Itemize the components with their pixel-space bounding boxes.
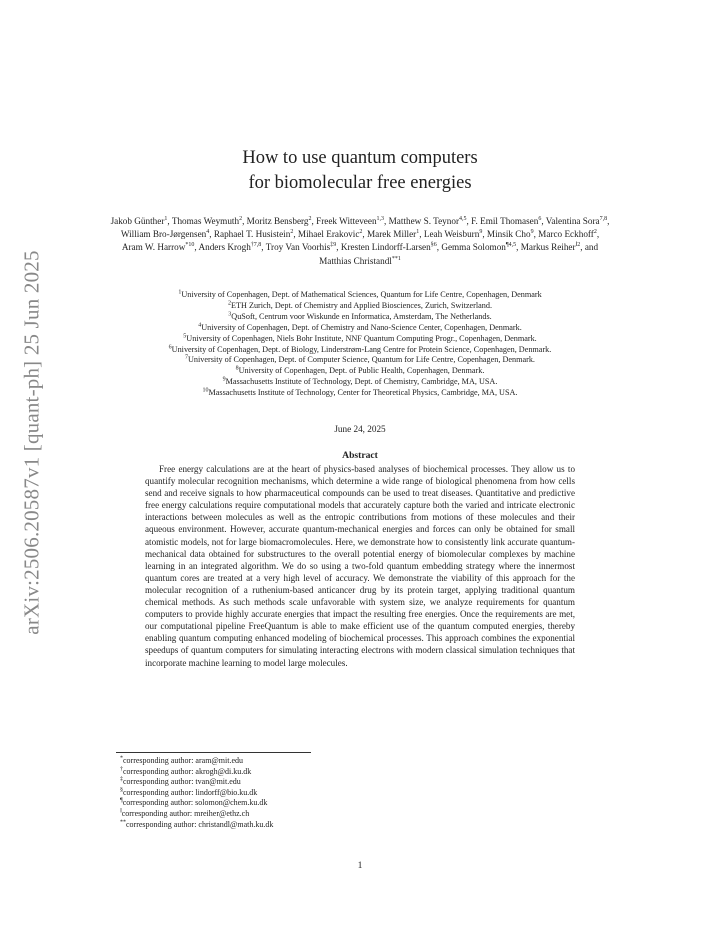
author-affiliation-mark: †7,8 [250, 242, 262, 249]
footnote-item [120, 777, 273, 788]
author-entry [247, 216, 312, 226]
affiliation-text: University of Copenhagen, Dept. of Chemistry and Nano-Science Center, Copenhagen, Denmark. [201, 322, 522, 332]
author-affiliation-mark: 1,3 [376, 215, 385, 222]
author-list: Jakob Günther$^1$, Thomas Weymuth$^2$, Moritz Bensberg$^2$, Freek Witteveen$^{1,3}$, Matthew S. Teynor$^{4,5}$, F. Emil Thomasen$^6$, Valentina Sora$^{7,8}$, William Bro-Jørgensen$^4$, Raphael T. Husistein$^2$, Mihael Erakovic$^2$, Marek Miller$^1$, Leah Weisburn$^9$, Minsik Cho$^9$, Marco Eckhoff$^2$, Aram W. Harrow$^{*10}$, Anders Krogh$^{\dagger 7,8}$, Troy Van Voorhis$^{\ddagger 9}$, Kresten Lindorff-Larsen$^{\S 6}$, Gemma Solomon$^{\P 4,5}$, Markus Reiher$^{‖2}$, and Matthias Christandl$^{**1}$ [110, 215, 610, 266]
author-affiliation-mark: 2 [359, 229, 363, 236]
author-name: Freek Witteveen [316, 216, 377, 226]
author-name: Minsik Cho [486, 229, 531, 240]
affiliation-text: University of Copenhagen, Niels Bohr Institute, NNF Quantum Computing Progr., Copenhagen, Denmark. [186, 333, 537, 343]
author-entry [424, 229, 482, 239]
affiliation-line [110, 290, 610, 301]
affiliation-line [110, 301, 610, 312]
affiliation-number: 10 [202, 387, 209, 394]
footnote-text: corresponding author: solomon@chem.ku.dk [122, 798, 268, 808]
author-affiliation-mark: 4,5 [459, 215, 467, 222]
affiliation-text: Massachusetts Institute of Technology, Dept. of Chemistry, Cambridge, MA, USA. [225, 377, 498, 387]
footnote-mark: † [120, 765, 123, 772]
footnote-list [120, 756, 273, 830]
affiliation-line [110, 366, 610, 377]
author-entry [471, 216, 541, 226]
affiliation-line [110, 312, 610, 323]
affiliation-text: University of Copenhagen, Dept. of Public Health, Copenhagen, Denmark. [238, 366, 485, 376]
footnote-item [120, 788, 273, 799]
author-name: Moritz Bensberg [246, 216, 309, 226]
author-name: F. Emil Thomasen [471, 216, 539, 226]
author-affiliation-mark: 1 [164, 215, 168, 222]
author-entry [298, 229, 362, 239]
footnote-mark: ‖ [120, 808, 122, 815]
affiliation-line [110, 355, 610, 366]
author-name: Troy Van Voorhis [265, 242, 331, 253]
author-entry [389, 216, 467, 226]
author-affiliation-mark: 6 [538, 215, 542, 222]
author-entry [172, 216, 242, 226]
affiliation-text: Massachusetts Institute of Technology, Center for Theoretical Physics, Cambridge, MA, USA. [208, 388, 518, 398]
author-entry [214, 229, 293, 239]
affiliation-line [110, 377, 610, 388]
author-affiliation-mark: 1 [416, 229, 420, 236]
footnote-text: corresponding author: christandl@math.ku.dk [126, 819, 274, 829]
author-name: Gemma Solomon [441, 242, 506, 253]
publication-date: June 24, 2025 [334, 424, 386, 434]
affiliation-number: 6 [168, 343, 172, 350]
author-name: Raphael T. Husistein [213, 229, 291, 240]
footnote-text: corresponding author: tvan@mit.edu [123, 777, 241, 787]
footnote-text: corresponding author: mreiher@ethz.ch [121, 808, 250, 818]
footnote-divider [116, 752, 311, 753]
footnote-mark: ¶ [120, 797, 123, 804]
author-affiliation-mark: 2 [593, 229, 597, 236]
affiliation-number: 7 [185, 354, 189, 361]
author-affiliation-mark: 9 [479, 229, 483, 236]
author-entry [367, 229, 419, 239]
affiliation-text: ETH Zurich, Dept. of Chemistry and Applied Biosciences, Zurich, Switzerland. [230, 300, 493, 310]
affiliation-number: 2 [227, 300, 231, 307]
affiliation-number: 9 [222, 376, 226, 383]
affiliation-text: University of Copenhagen, Dept. of Biology, Linderstrøm-Lang Centre for Protein Science, Copenhagen, Denmark. [171, 344, 552, 354]
title-line-2: for biomolecular free energies [248, 173, 472, 193]
affiliation-text: University of Copenhagen, Dept. of Mathematical Sciences, Quantum for Life Centre, Copenhagen, Denmark [181, 290, 542, 299]
affiliation-number: 5 [183, 332, 187, 339]
author-affiliation-mark: 2 [239, 215, 243, 222]
arxiv-identifier-text: arXiv:2506.20587v1 [quant-ph] 25 Jun 2025 [19, 250, 44, 635]
affiliation-number: 8 [235, 365, 239, 372]
author-affiliation-mark: 2 [308, 215, 312, 222]
author-name: Matthew S. Teynor [388, 216, 460, 226]
affiliation-text: QuSoft, Centrum voor Wiskunde en Informatica, Amsterdam, The Netherlands. [231, 311, 492, 321]
footnote-item [120, 809, 273, 820]
affiliation-number: 4 [198, 321, 202, 328]
author-entry [122, 242, 195, 252]
author-affiliation-mark: 4 [206, 229, 210, 236]
author-name: Anders Krogh [198, 242, 251, 253]
author-affiliation-mark: ‡9 [330, 242, 337, 249]
author-name: Markus Reiher [520, 242, 576, 253]
author-affiliation-mark: 9 [530, 229, 534, 236]
author-entry [316, 216, 384, 226]
author-name: William Bro-Jørgensen [120, 229, 207, 240]
affiliation-line [110, 334, 610, 345]
author-name: Marek Miller [367, 229, 417, 240]
author-entry [341, 242, 437, 252]
arxiv-identifier-stamp [14, 0, 44, 932]
author-entry [521, 242, 581, 252]
author-name: Matthias Christandl [319, 255, 392, 266]
affiliation-number: 1 [178, 289, 182, 296]
author-affiliation-mark: ¶4,5 [505, 242, 517, 249]
footnote-text: corresponding author: lindorff@bio.ku.dk [123, 787, 258, 797]
author-affiliation-mark: §6 [430, 242, 437, 249]
footnote-mark: * [120, 755, 123, 762]
footnote-item [120, 756, 273, 767]
title-line-1: How to use quantum computers [242, 148, 478, 168]
author-name: Marco Eckhoff [538, 229, 594, 240]
author-entry [111, 216, 168, 226]
affiliation-text: University of Copenhagen, Dept. of Computer Science, Quantum for Life Centre, Copenhagen, Denmark. [188, 355, 535, 365]
footnote-text: corresponding author: aram@mit.edu [123, 756, 243, 765]
author-affiliation-mark: 2 [290, 229, 294, 236]
paper-title [120, 146, 600, 196]
author-entry [538, 229, 597, 239]
abstract-heading: Abstract [342, 450, 378, 461]
footnote-text: corresponding author: akrogh@di.ku.dk [123, 766, 252, 776]
author-name: Kresten Lindorff-Larsen [340, 242, 431, 253]
author-entry [319, 256, 401, 266]
author-entry [441, 242, 516, 252]
author-affiliation-mark: ‖2 [575, 242, 581, 249]
footnote-mark: ‡ [120, 776, 123, 783]
author-affiliation-mark: *10 [185, 242, 195, 249]
footnote-mark: ** [120, 818, 126, 825]
author-entry [198, 242, 261, 252]
author-name: Valentina Sora [545, 216, 600, 226]
author-entry [546, 216, 607, 226]
author-entry [266, 242, 337, 252]
author-entry [487, 229, 534, 239]
footnote-item [120, 820, 273, 831]
author-name: Aram W. Harrow [121, 242, 186, 253]
author-affiliation-mark: 7,8 [599, 215, 608, 222]
page-number: 1 [357, 860, 363, 871]
author-name: Mihael Erakovic [297, 229, 360, 240]
abstract-body: Free energy calculations are at the heart of physics-based analyses of biochemical processes. They allow us to quantify molecular recognition mechanisms, which determine a wide range of biological phenomena from how cells send and receive signals to how pharmaceutical compounds can be used to treat diseases. Quantitative and predictive free energy calculations require computational models that accurately capture both the varied and intricate electronic interactions between molecules as well as the entropic contributions from motions of these molecules and their aqueous environment. However, accurate quantum-mechanical energies and forces can only be obtained for small atomistic models, not for large biomacromolecules. Here, we demonstrate how to consistently link accurate quantum-mechanical data obtained for substructures to the overall potential energy of biomolecular complexes by machine learning in an integrated algorithm. We do so using a two-fold quantum embedding strategy where the innermost quantum cores are treated at a very high level of accuracy. We demonstrate the viability of this approach for the molecular recognition of a ruthenium-based anticancer drug by its protein target, applying traditional quantum chemical methods. As such methods scale unfavorable with system size, we analyze requirements for quantum computers to provide highly accurate energies that impact the resulting free energies. Once the requirements are met, our computational pipeline FreeQuantum is able to make efficient use of the quantum computed energies, thereby enabling quantum computing enhanced modeling of biochemical processes. This approach combines the exponential speedups of quantum computers for simulating interacting electrons with modern classical simulation techniques that incorporate machine learning to model large molecules. [145, 464, 575, 668]
author-affiliation-mark: **1 [391, 255, 401, 262]
footnote-item [120, 767, 273, 778]
author-name: Jakob Günther [110, 216, 165, 226]
footnote-mark: § [120, 787, 123, 794]
affiliation-number: 3 [228, 311, 232, 318]
affiliation-list [110, 290, 610, 399]
author-name: Thomas Weymuth [171, 216, 240, 226]
footnote-item [120, 798, 273, 809]
author-name: Leah Weisburn [423, 229, 480, 240]
affiliation-line [110, 388, 610, 399]
author-entry [121, 229, 209, 239]
